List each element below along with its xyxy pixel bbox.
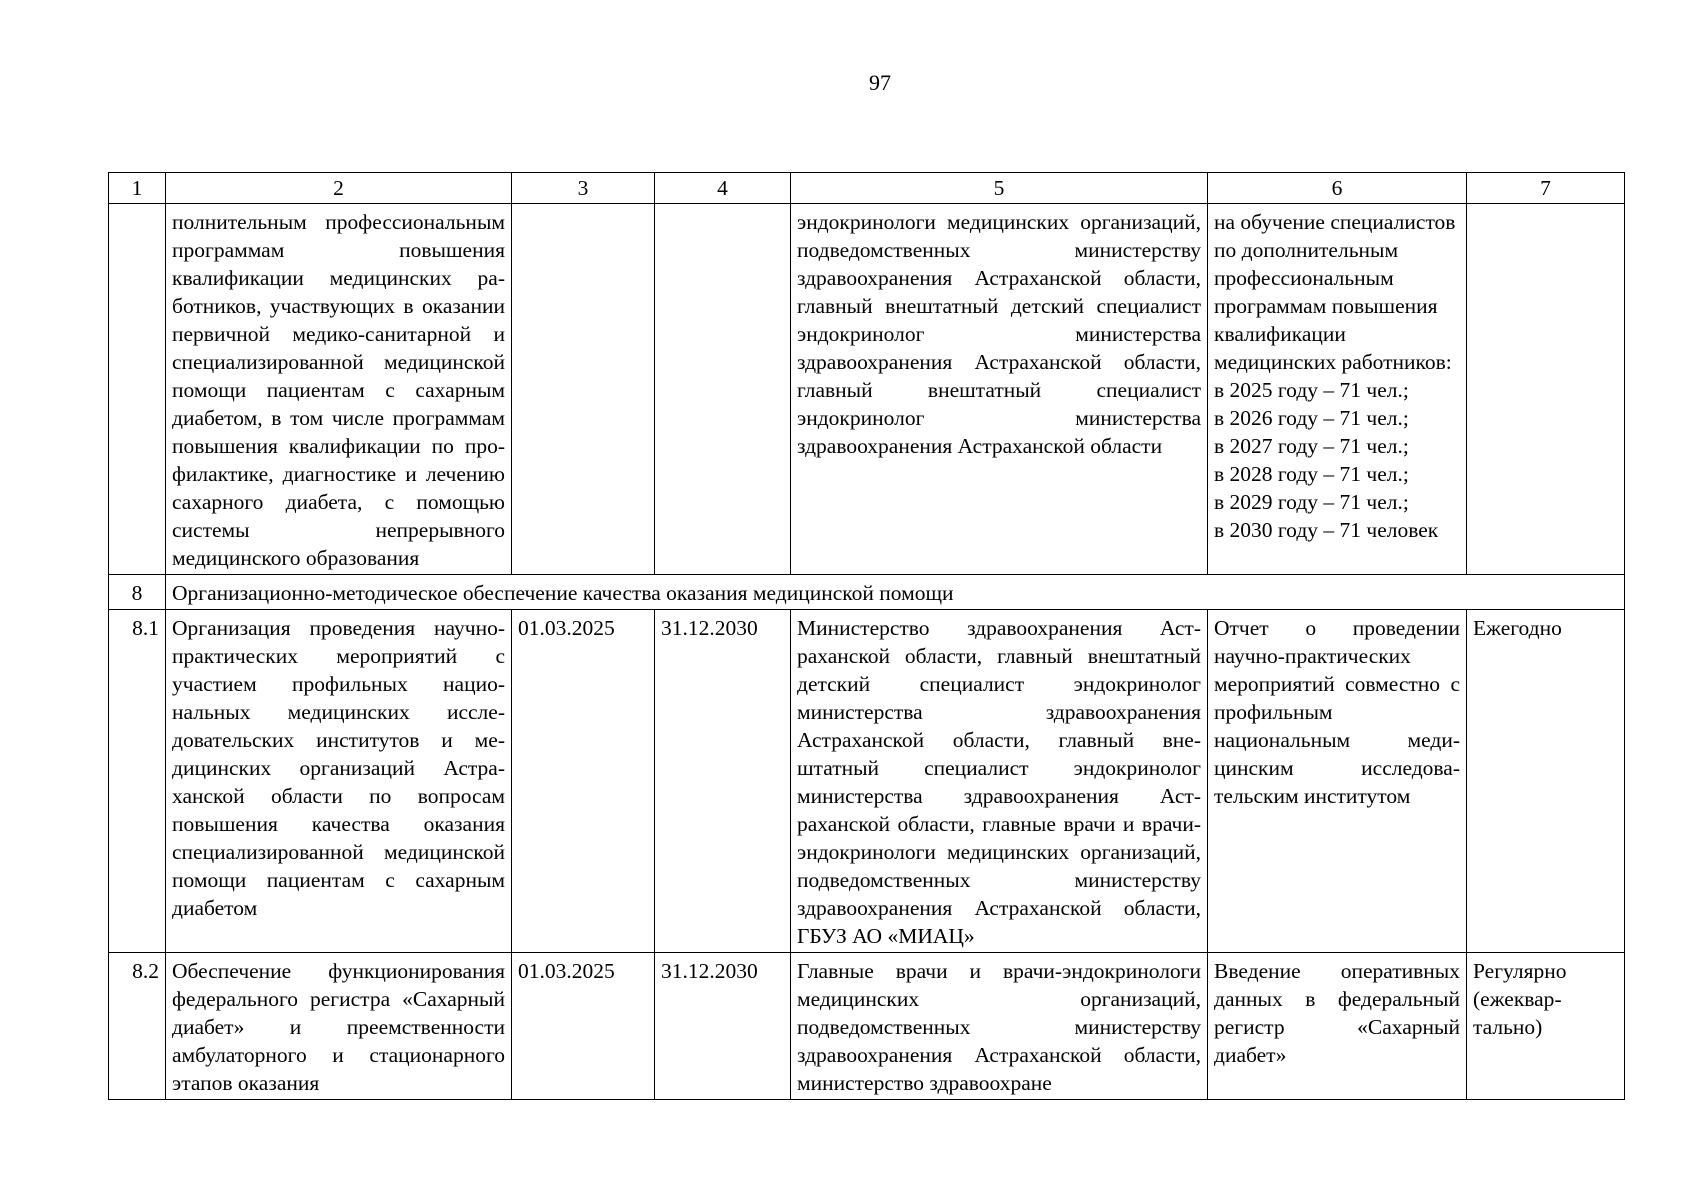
frequency [1467,204,1625,575]
responsible: Главные врачи и врачи-эндокринологи медицинских организаций, подведомственных министерству здравоохранения Астраханской области, министерство здравоохране [791,953,1208,1100]
event-name: Обеспечение функционирования федерального регистра «Сахарный диабет» и преемственности амбулаторного и стационарного этапов оказания [166,953,512,1100]
result-line: в 2027 году – 71 чел.; [1214,434,1409,458]
end-date [655,204,791,575]
frequency: Ежегодно [1467,610,1625,953]
start-date: 01.03.2025 [512,610,655,953]
expected-result: Введение оперативных данных в федеральный регистр «Сахарный диабет» [1208,953,1467,1100]
expected-result: Отчет о проведении научно-практических мероприятий совместно с профильным национальным медицинским исследовательским институтом [1208,610,1467,953]
plan-table [108,172,1625,1100]
result-text: на обучение специалистов по дополнительным профессиональным программам повышения квалификации медицинских работников: [1214,210,1456,374]
result-line: в 2026 году – 71 чел.; [1214,406,1409,430]
table-row [109,953,1625,1100]
responsible: Министерство здравоохранения Астраханской области, главный внештатный детский специалист эндокринолог министерства здравоохранения Астраханской области, главный внештатный специалист эндокринолог министерства здравоохранения Астраханской области, главные врачи и врачи-эндокринологи медицинских организаций, подведомственных министерству здравоохранения Астраханской области, ГБУЗ АО «МИАЦ» [791,610,1208,953]
result-line: в 2029 году – 71 чел.; [1214,490,1409,514]
column-number: 4 [655,173,791,204]
section-number: 8 [109,575,166,610]
section-row [109,575,1625,610]
result-line: в 2025 году – 71 чел.; [1214,378,1409,402]
end-date: 31.12.2030 [655,953,791,1100]
event-name: полнительным профессиональным программам повышения квалификации медицинских работников, участвующих в оказании первичной медико-санитарной и специализированной медицинской помощи пациентам с сахарным диабетом, в том числе программам повышения квалификации по профилактике, диагностике и лечению сахарного диабета, с помощью системы непрерывного медицинского образования [166,204,512,575]
responsible: эндокринологи медицинских организаций, подведомственных министерству здравоохранения Астраханской области, главный внештатный детский специалист эндокринолог министерства здравоохранения Астраханской области, главный внештатный специалист эндокринолог министерства здравоохранения Астраханской области [791,204,1208,575]
event-name: Организация проведения научно-практических мероприятий с участием профильных национальных медицинских исследовательских институтов и медицинских организаций Астраханской области по вопросам повышения качества оказания специализированной медицинской помощи пациентам с сахарным диабетом [166,610,512,953]
start-date: 01.03.2025 [512,953,655,1100]
expected-result [1208,204,1467,575]
column-number: 2 [166,173,512,204]
column-number: 6 [1208,173,1467,204]
frequency: Регулярно (ежеквартально) [1467,953,1625,1100]
table-row-continuation [109,204,1625,575]
page-number: 97 [869,70,891,95]
row-number: 8.1 [109,610,166,953]
column-number: 7 [1467,173,1625,204]
row-number [109,204,166,575]
result-line: в 2028 году – 71 чел.; [1214,462,1409,486]
start-date [512,204,655,575]
column-number: 1 [109,173,166,204]
column-number-row [109,173,1625,204]
table-row [109,610,1625,953]
row-number: 8.2 [109,953,166,1100]
end-date: 31.12.2030 [655,610,791,953]
column-number: 3 [512,173,655,204]
column-number: 5 [791,173,1208,204]
result-line: в 2030 году – 71 человек [1214,518,1439,542]
section-title: Организационно-методическое обеспечение качества оказания медицинской помощи [166,575,1625,610]
